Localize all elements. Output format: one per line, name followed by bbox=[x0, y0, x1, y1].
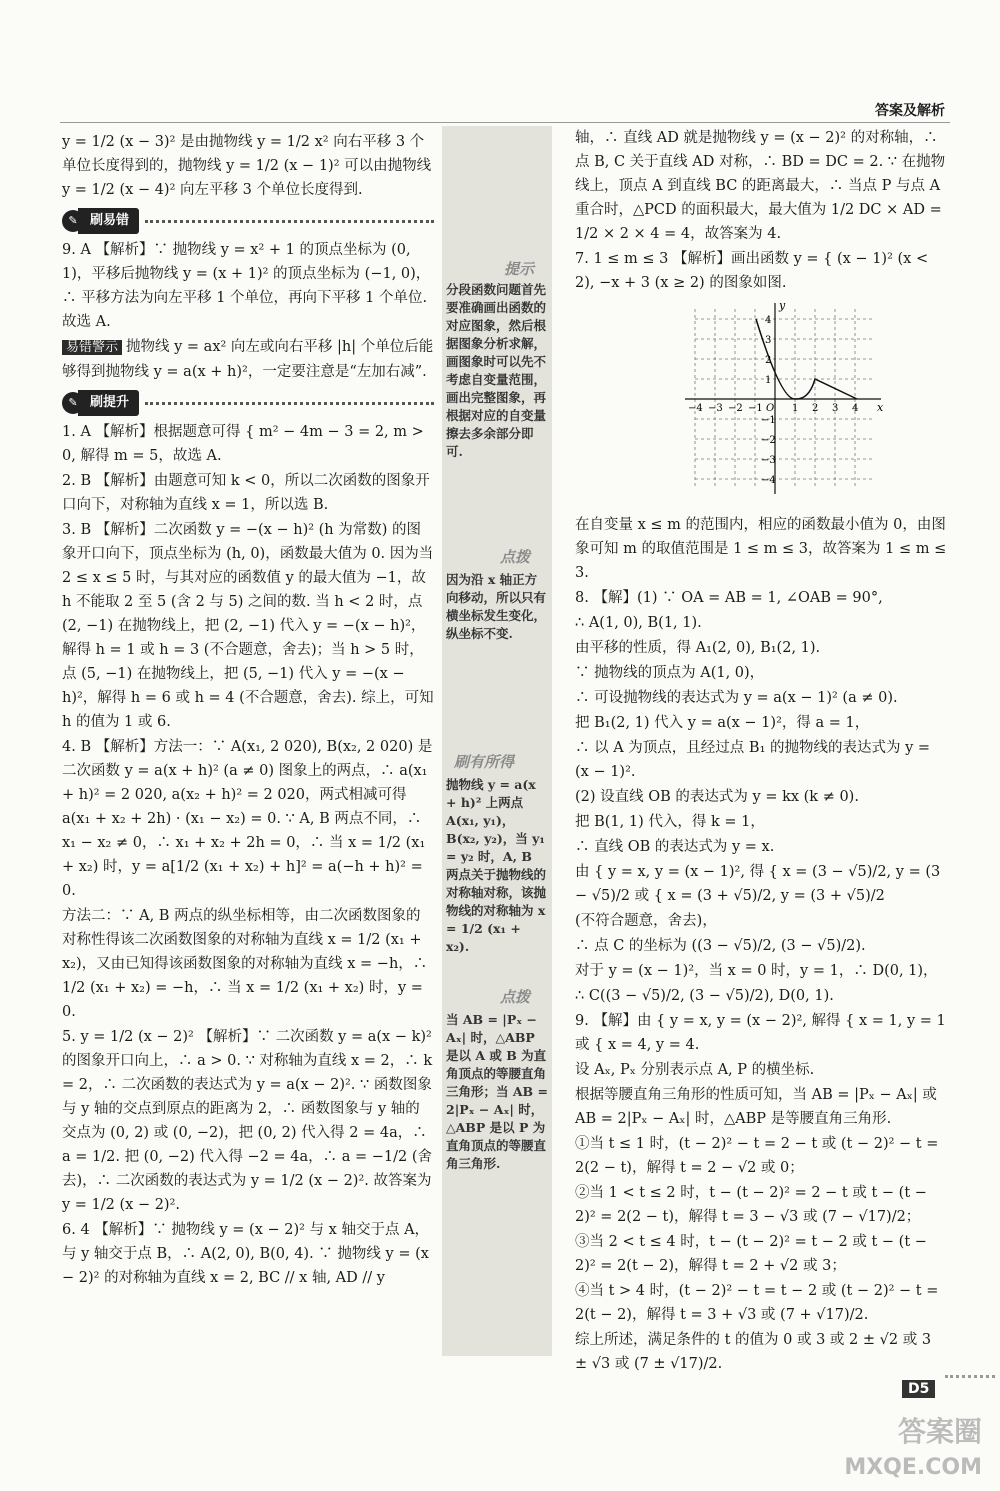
book-icon: ✎ bbox=[62, 210, 84, 232]
header-divider bbox=[60, 122, 950, 123]
svg-text:−2: −2 bbox=[728, 403, 743, 414]
answer-q4-method1: 4. B 【解析】方法一：∵ A(x₁, 2 020), B(x₂, 2 020) 是二次函数 y = a(x + h)² (a ≠ 0) 图象上的两点，∴ a(x₁ + h)² = 2 020, a(x₂ + h)² = 2 020，两式相减可得 a(x₁ + x₂ + 2h) · (x₁ − x₂) = 0. ∵ A, B 两点不同，∴ x₁ − x₂ ≠ 0，∴ x₁ + x₂ + 2h = 0，∴ 当 x = 1/2 (x₁ + x₂) 时，y = a[1/2 (x₁ + x₂) + h]² = a(−h + h)² = 0. bbox=[62, 739, 433, 899]
section-banner-improve: ✎ 刷提升 bbox=[62, 390, 434, 416]
svg-text:−3: −3 bbox=[761, 455, 776, 466]
answer-q9 bbox=[575, 1009, 947, 1376]
answer-q6-continued: 轴，∴ 直线 AD 就是抛物线 y = (x − 2)² 的对称轴，∴ 点 B, C 关于直线 AD 对称，∴ BD = DC = 2. ∵ 在抛物线上，顶点 A 到直线 BC 的距离最大，∴ 当点 P 与点 A 重合时，△PCD 的面积最大，最大值为 1/2 DC × AD = 1/2 × 2 × 4 = 4，故答案为 4. bbox=[575, 130, 946, 242]
answer-q9-left: 9. A 【解析】∵ 抛物线 y = x² + 1 的顶点坐标为 (0, 1)，平移后抛物线 y = (x + 1)² 的顶点坐标为 (−1, 0)，∴ 平移方法为向左平移 1 个单位，再向下平移 1 个单位. 故选 A. bbox=[62, 242, 431, 330]
svg-text:−4: −4 bbox=[688, 403, 703, 414]
book-icon: ✎ bbox=[62, 392, 84, 414]
q8-line: 8. 【解】(1) ∵ OA = AB = 1, ∠OAB = 90°, bbox=[575, 590, 883, 606]
watermark-logo: 答案圈 bbox=[897, 1415, 982, 1448]
q8-line: ∴ C((3 − √5)/2, (3 − √5)/2), D(0, 1). bbox=[575, 988, 834, 1004]
watermark-site: MXQE.COM bbox=[844, 1455, 982, 1480]
q8-line: ∴ 点 C 的坐标为 ((3 − √5)/2, (3 − √5)/2). bbox=[575, 938, 866, 954]
page-number: D5 bbox=[902, 1380, 935, 1398]
q8-line: (不符合题意，舍去)， bbox=[575, 913, 717, 929]
answer-q5: 5. y = 1/2 (x − 2)² 【解析】∵ 二次函数 y = a(x − k)² 的图象开口向上，∴ a > 0. ∵ 对称轴为直线 x = 2，∴ k = 2，∴ 二次函数的表达式为 y = a(x − 2)². ∵ 函数图象与 y 轴的交点到原点的距离为 2，∴ 函数图象与 y 轴的交点为 (0, 2) 或 (0, −2)，把 (0, 2) 代入得 2 = 4a，∴ a = 1/2. 把 (0, −2) 代入得 −2 = 4a，∴ a = −1/2 (舍去)，∴ 二次函数的表达式为 y = 1/2 (x − 2)². 故答案为 y = 1/2 (x − 2)². bbox=[62, 1029, 433, 1213]
function-graph bbox=[685, 299, 947, 507]
answer-q1: 1. A 【解析】根据题意可得 { m² − 4m − 3 = 2, m > 0, 解得 m = 5，故选 A. bbox=[62, 424, 424, 464]
q8-line: ∴ 以 A 为顶点，且经过点 B₁ 的抛物线的表达式为 y = (x − 1)². bbox=[575, 740, 931, 780]
note-tag-tip: 点拨 bbox=[500, 548, 531, 566]
left-column bbox=[62, 130, 434, 1291]
x-tick-labels bbox=[688, 403, 858, 414]
svg-text:3: 3 bbox=[765, 335, 772, 346]
note-tag-gains: 刷有所得 bbox=[454, 753, 515, 771]
answer-q2: 2. B 【解析】由题意可知 k < 0，所以二次函数的图象开口向下，对称轴为直线 x = 1，所以选 B. bbox=[62, 473, 430, 513]
x-axis-label: x bbox=[877, 401, 884, 414]
answer-q6: 6. 4 【解析】∵ 抛物线 y = (x − 2)² 与 x 轴交于点 A，与 y 轴交于点 B，∴ A(2, 0), B(0, 4). ∵ 抛物线 y = (x − 2)² 的对称轴为直线 x = 2, BC // x 轴, AD // y bbox=[62, 1222, 430, 1286]
footer-dots bbox=[945, 1375, 995, 1378]
note-tag-hint: 提示 bbox=[504, 260, 535, 278]
q8-line: ∴ 可设抛物线的表达式为 y = a(x − 1)² (a ≠ 0). bbox=[575, 690, 898, 706]
note-right-triangle: 当 AB = |Pₓ − Aₓ| 时，△ABP 是以 A 或 B 为直角顶点的等腰直角三角形；当 AB = 2|Pₓ − Aₓ| 时，△ABP 是以 P 为直角顶点的等腰直角三角形. bbox=[446, 1012, 548, 1171]
section-banner-mistakes: ✎ 刷易错 bbox=[62, 208, 434, 234]
svg-text:4: 4 bbox=[765, 315, 772, 326]
intro-text: y = 1/2 (x − 3)² 是由抛物线 y = 1/2 x² 向右平移 3 个单位长度得到的，抛物线 y = 1/2 (x − 1)² 可以由抛物线 y = 1/2 (x − 4)² 向左平移 3 个单位长度得到. bbox=[62, 134, 432, 198]
q8-line: 由 { y = x, y = (x − 1)², 得 { x = (3 − √5)/2, y = (3 − √5)/2 或 { x = (3 + √5)/2, y = (3 + √5)/2 bbox=[575, 864, 941, 904]
svg-text:−3: −3 bbox=[708, 403, 723, 414]
svg-text:1: 1 bbox=[765, 375, 772, 386]
q9-line: 设 Aₓ, Pₓ 分别表示点 A, P 的横坐标. bbox=[575, 1062, 815, 1078]
svg-text:−2: −2 bbox=[761, 435, 776, 446]
svg-text:−1: −1 bbox=[748, 403, 763, 414]
q8-line: 把 B(1, 1) 代入，得 k = 1， bbox=[575, 814, 765, 830]
q9-line: ④当 t > 4 时，(t − 2)² − t = t − 2 或 (t − 2)² − t = 2(t − 2)，解得 t = 3 + √3 或 (7 + √17)/2. bbox=[575, 1283, 939, 1323]
side-notes bbox=[442, 126, 552, 1356]
svg-text:−4: −4 bbox=[761, 475, 776, 486]
svg-text:O: O bbox=[766, 403, 775, 414]
answer-q3: 3. B 【解析】二次函数 y = −(x − h)² (h 为常数) 的图象开口向下，顶点坐标为 (h, 0)，函数最大值为 0. 因为当 2 ≤ x ≤ 5 时，与其对应的函数值 y 的最大值为 −1，故 h 不能取 2 至 5 (含 2 与 5) 之间的数. 当 h < 2 时，点 (2, −1) 在抛物线上，把 (2, −1) 代入 y = −(x − h)²，解得 h = 1 或 h = 3 (不合题意，舍去)；当 h > 5 时，点 (5, −1) 在抛物线上，把 (5, −1) 代入 y = −(x − h)²，解得 h = 6 或 h = 4 (不合题意，舍去). 综上，可知 h 的值为 1 或 6. bbox=[62, 522, 434, 730]
q8-line: (2) 设直线 OB 的表达式为 y = kx (k ≠ 0). bbox=[575, 789, 859, 805]
note-translation: 因为沿 x 轴正方向移动，所以只有横坐标发生变化，纵坐标不变. bbox=[446, 572, 547, 641]
q8-line: ∵ 抛物线的顶点为 A(1, 0)， bbox=[575, 665, 765, 681]
y-axis-label: y bbox=[779, 299, 786, 312]
page-header: 答案及解析 bbox=[875, 103, 945, 119]
q9-line: 根据等腰直角三角形的性质可知，当 AB = |Pₓ − Aₓ| 或 AB = 2|Pₓ − Aₓ| 时，△ABP 是等腰直角三角形. bbox=[575, 1087, 937, 1127]
right-column bbox=[575, 126, 947, 1377]
answer-q4-method2: 方法二：∵ A, B 两点的纵坐标相等，由二次函数图象的对称性得该二次函数图象的对称轴为直线 x = 1/2 (x₁ + x₂)，又由已知得该函数图象的对称轴为直线 x = −h，∴ 1/2 (x₁ + x₂) = −h，∴ 当 x = 1/2 (x₁ + x₂) 时，y = 0. bbox=[62, 908, 428, 1020]
q9-line: ②当 1 < t ≤ 2 时，t − (t − 2)² = 2 − t 或 t − (t − 2)² = 2(2 − t)，解得 t = 3 − √3 或 (7 − √17)/2； bbox=[575, 1185, 927, 1225]
note-symmetry: 抛物线 y = a(x + h)² 上两点 A(x₁, y₁)，B(x₂, y₂)，当 y₁ = y₂ 时，A, B 两点关于抛物线的对称轴对称，该抛物线的对称轴为 x = 1/2 (x₁ + x₂). bbox=[446, 777, 547, 954]
q8-line: 对于 y = (x − 1)²，当 x = 0 时，y = 1，∴ D(0, 1)， bbox=[575, 963, 938, 979]
q9-line: ③当 2 < t ≤ 4 时，t − (t − 2)² = t − 2 或 t − (t − 2)² = 2(t − 2)，解得 t = 2 + √2 或 3； bbox=[575, 1234, 927, 1274]
note-piecewise: 分段函数问题首先要准确画出函数的对应图象，然后根据图象分析求解，画图象时可以先不考虑自变量范围，画出完整图象，再根据对应的自变量擦去多余部分即可. bbox=[446, 282, 547, 459]
answer-q7: 7. 1 ≤ m ≤ 3 【解析】画出函数 y = { (x − 1)² (x < 2), −x + 3 (x ≥ 2) 的图象如图. bbox=[575, 251, 929, 291]
svg-text:4: 4 bbox=[852, 403, 859, 414]
answer-q7-conclusion: 在自变量 x ≤ m 的范围内，相应的函数最小值为 0，由图象可知 m 的取值范围是 1 ≤ m ≤ 3，故答案为 1 ≤ m ≤ 3. bbox=[575, 517, 947, 581]
graph-svg bbox=[685, 299, 885, 499]
q8-line: 把 B₁(2, 1) 代入 y = a(x − 1)²，得 a = 1， bbox=[575, 715, 870, 731]
answer-q8 bbox=[575, 586, 947, 1008]
q8-line: ∴ A(1, 0), B(1, 1). bbox=[575, 615, 702, 631]
q9-line: 综上所述，满足条件的 t 的值为 0 或 3 或 2 ± √2 或 3 ± √3 或 (7 ± √17)/2. bbox=[575, 1332, 932, 1372]
warning-label: 易错警示 bbox=[62, 340, 122, 355]
svg-text:−1: −1 bbox=[761, 415, 776, 426]
note-tag-tip2: 点拨 bbox=[500, 988, 531, 1006]
svg-text:3: 3 bbox=[832, 403, 839, 414]
svg-text:2: 2 bbox=[765, 355, 772, 366]
q8-line: 由平移的性质，得 A₁(2, 0), B₁(2, 1). bbox=[575, 640, 821, 656]
q9-line: 9. 【解】由 { y = x, y = (x − 2)², 解得 { x = 1, y = 1 或 { x = 4, y = 4. bbox=[575, 1013, 946, 1053]
svg-text:1: 1 bbox=[792, 403, 799, 414]
q9-line: ①当 t ≤ 1 时，(t − 2)² − t = 2 − t 或 (t − 2)² − t = 2(2 − t)，解得 t = 2 − √2 或 0； bbox=[575, 1136, 939, 1176]
q8-line: ∴ 直线 OB 的表达式为 y = x. bbox=[575, 839, 775, 855]
svg-text:2: 2 bbox=[812, 403, 819, 414]
warning-text: 抛物线 y = ax² 向左或向右平移 |h| 个单位后能够得到抛物线 y = a(x + h)²，一定要注意是“左加右减”. bbox=[62, 339, 434, 380]
error-warning bbox=[62, 335, 434, 384]
